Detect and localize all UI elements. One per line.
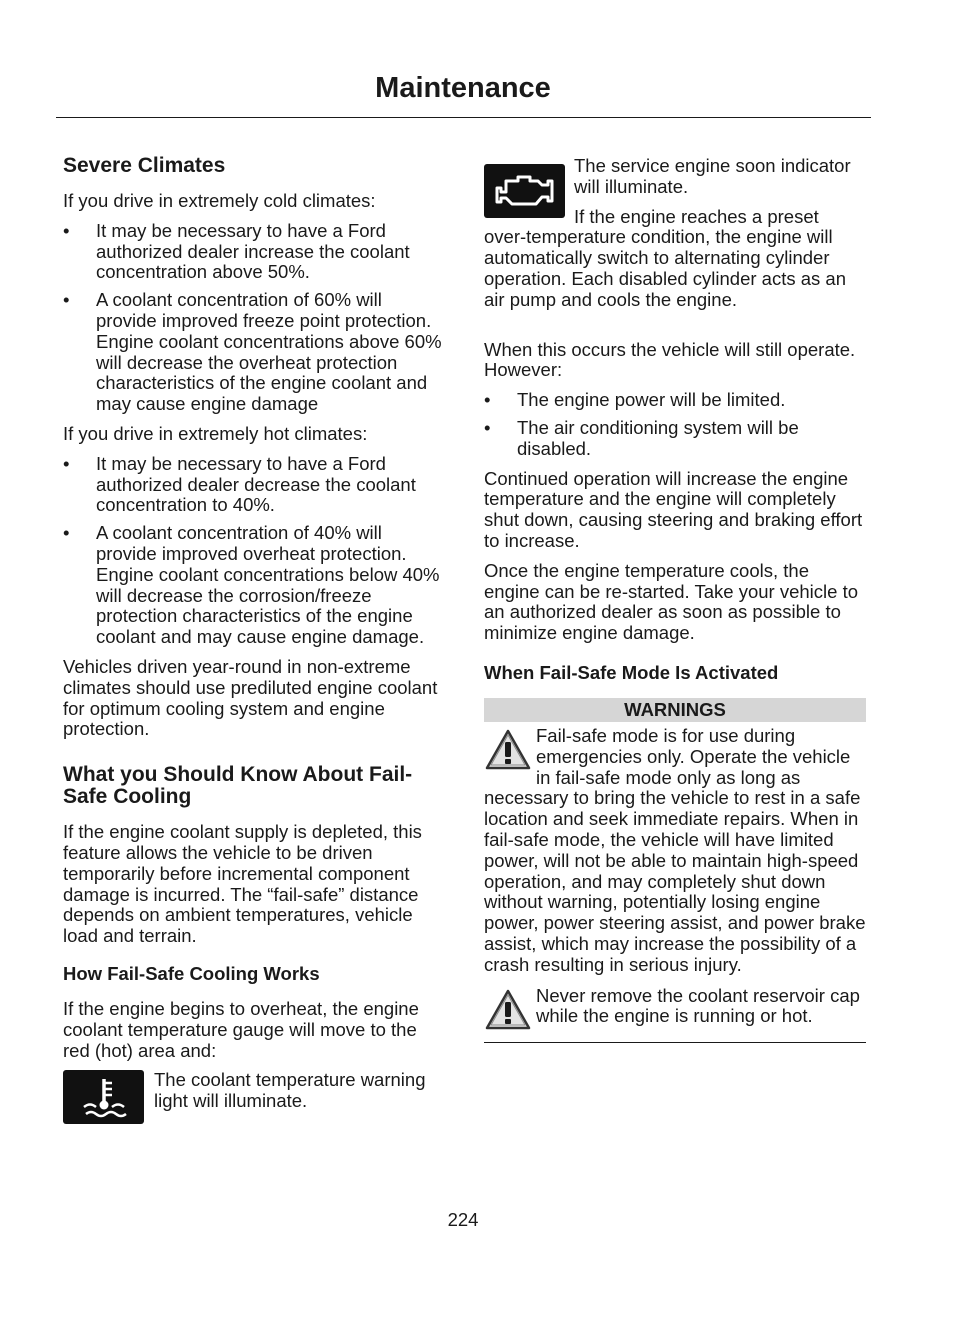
how-failsafe-paragraph: If the engine begins to overheat, the engine coolant temperature gauge will move to the red (hot) area and:: [63, 997, 419, 1061]
list-item: • A coolant concentration of 60% will provide improved freeze point protection. Engine coolant concentrations above 60% will decrease the overheat protection characteristics of the engine coolant and may cause engine damage: [63, 289, 442, 415]
overtemp-paragraph: If the engine reaches a preset over-temperature condition, the engine will automatically switch to alternating cylinder operation. Each disabled cylinder acts as an air pump and cools the engine.: [484, 205, 846, 310]
list-item: • It may be necessary to have a Ford authorized dealer decrease the coolant concentration to 40%.: [63, 452, 416, 516]
right-column: [484, 150, 866, 1043]
warning-failsafe-text: Fail-safe mode is for use during emergencies only. Operate the vehicle in fail-safe mode only as long as necessary to bring the vehicle to rest in a safe location and seek immediate repairs. When in fail-safe mode, the vehicle will have limited power, will not be able to maintain high-speed operation, and may completely shut down without warning, potentially losing engine power, power steering assist, and power brake assist, which may increase the possibility of a crash resulting in serious injury.: [484, 724, 866, 975]
warning-coolant-cap: [484, 986, 866, 1032]
how-failsafe-heading: How Fail-Safe Cooling Works: [63, 962, 320, 984]
warning-triangle-icon: [484, 728, 532, 772]
bullet-icon: •: [484, 416, 491, 438]
page-title: Maintenance: [375, 72, 551, 104]
list-item: • The air conditioning system will be disabled.: [484, 416, 799, 459]
warning-triangle-icon: [484, 988, 532, 1032]
warnings-header: WARNINGS: [484, 698, 866, 722]
coolant-temperature-icon: [63, 1070, 144, 1124]
cold-climates-intro: If you drive in extremely cold climates:: [63, 190, 376, 211]
page-number: 224: [447, 1209, 479, 1230]
bullet-icon: •: [63, 452, 70, 474]
failsafe-cooling-heading: What you Should Know About Fail-Safe Cooling: [63, 763, 413, 809]
list-item: • It may be necessary to have a Ford authorized dealer increase the coolant concentration above 50%.: [63, 219, 410, 283]
cold-climates-list: [63, 221, 445, 415]
limitations-list: [484, 390, 866, 459]
warning-failsafe: [484, 726, 866, 976]
bullet-icon: •: [484, 389, 491, 411]
failsafe-activated-heading: When Fail-Safe Mode Is Activated: [484, 661, 779, 683]
bullet-icon: •: [63, 289, 70, 311]
service-light-text: The service engine soon indicator will illuminate.: [574, 155, 851, 197]
continued-operation-paragraph: Continued operation will increase the engine temperature and the engine will completely shut down, causing steering and braking effort to increase.: [484, 467, 863, 551]
failsafe-paragraph: If the engine coolant supply is depleted, this feature allows the vehicle to be driven temporarily before incremental component damage is incurred. The “fail-safe” distance depends on ambient temperatures, vehicle load and terrain.: [63, 821, 422, 947]
title-divider: [56, 117, 871, 118]
year-round-paragraph: Vehicles driven year-round in non-extreme climates should use prediluted engine coolant for optimum cooling system and engine protection.: [63, 655, 438, 740]
bullet-icon: •: [63, 219, 70, 241]
hot-climates-list: [63, 454, 445, 648]
hot-climates-intro: If you drive in extremely hot climates:: [63, 422, 368, 444]
severe-climates-heading: Severe Climates: [63, 154, 226, 177]
list-item: • A coolant concentration of 40% will provide improved overheat protection. Engine coolant concentrations below 40% will decrease the corrosion/freeze protection characteristics of the engine coolant and may cause engine damage.: [63, 522, 440, 648]
coolant-light-text: The coolant temperature warning light will illuminate.: [154, 1069, 426, 1112]
warnings-divider: [484, 1042, 866, 1043]
occurs-intro: When this occurs the vehicle will still operate. However:: [484, 338, 856, 381]
coolant-light-block: [63, 1070, 445, 1124]
warning-coolant-cap-text: Never remove the coolant reservoir cap while the engine is running or hot.: [536, 984, 860, 1027]
list-item: • The engine power will be limited.: [484, 389, 786, 411]
service-engine-block: [484, 156, 866, 320]
bullet-icon: •: [63, 522, 70, 544]
service-engine-icon: [484, 164, 565, 218]
engine-cools-paragraph: Once the engine temperature cools, the engine can be re-started. Take your vehicle to an authorized dealer as soon as possible to minimize engine damage.: [484, 559, 858, 644]
left-column: [63, 150, 445, 1133]
